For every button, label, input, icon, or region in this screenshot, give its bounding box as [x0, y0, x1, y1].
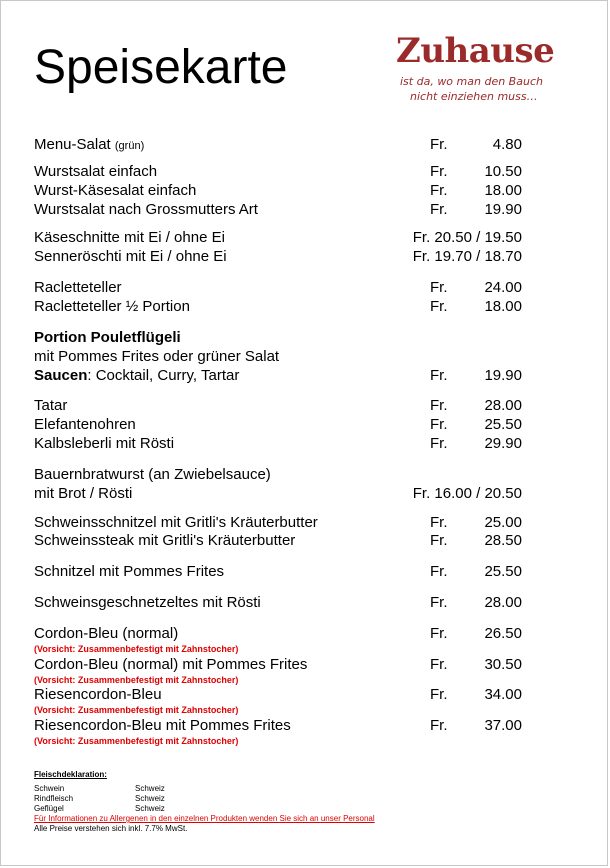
menu-item-row: [34, 434, 524, 454]
meat-type: Rindfleisch: [34, 794, 74, 803]
menu-item-row: [34, 228, 524, 248]
menu-item-name: Racletteteller: [34, 279, 122, 296]
menu-item-name: Wurstsalat einfach: [34, 163, 158, 180]
menu-item-price-pair: Fr. 20.50 / 19.50: [412, 229, 522, 246]
menu-item-name: Cordon-Bleu (normal) mit Pommes Frites: [34, 656, 308, 673]
menu-item-price-pair: Fr. 16.00 / 20.50: [412, 485, 522, 502]
menu-item-row: [34, 593, 524, 613]
menu-item-price: 28.50: [484, 532, 522, 549]
currency-label: Fr.: [430, 563, 448, 580]
currency-label: Fr.: [430, 136, 448, 153]
footer-notes: [34, 770, 375, 834]
menu-item-name: Wurstsalat nach Grossmutters Art: [34, 201, 258, 218]
menu-item-price: 34.00: [484, 686, 522, 703]
menu-item-name: Saucen: Cocktail, Curry, Tartar: [34, 367, 240, 384]
menu-item-name: Kalbsleberli mit Rösti: [34, 435, 175, 452]
menu-item-row: [34, 278, 524, 298]
currency-label: Fr.: [430, 163, 448, 180]
menu-item-price: 26.50: [484, 625, 522, 642]
menu-item-row: [34, 465, 524, 485]
menu-item-name: Riesencordon-Bleu mit Pommes Frites: [34, 717, 291, 734]
meat-origin: Schweiz: [135, 784, 165, 793]
menu-item-row: [34, 562, 524, 582]
toothpick-warning: (Vorsicht: Zusammenbefestigt mit Zahnstocher): [34, 644, 239, 654]
menu-item-row: [34, 396, 524, 416]
meat-declaration-heading: Fleischdeklaration:: [34, 770, 107, 779]
currency-label: Fr.: [430, 201, 448, 218]
menu-item-row: [34, 347, 524, 367]
menu-item-price: 28.00: [484, 397, 522, 414]
menu-item-price: 29.90: [484, 435, 522, 452]
menu-item-row: [34, 162, 524, 182]
menu-item-price: 25.50: [484, 416, 522, 433]
currency-label: Fr.: [430, 367, 448, 384]
currency-label: Fr.: [430, 279, 448, 296]
menu-item-row: [34, 484, 524, 504]
meat-type: Geflügel: [34, 804, 64, 813]
menu-item-price: 18.00: [484, 298, 522, 315]
menu-item-price: 18.00: [484, 182, 522, 199]
menu-item-row: [34, 716, 524, 736]
menu-item-price: 10.50: [484, 163, 522, 180]
menu-item-price: 37.00: [484, 717, 522, 734]
meat-origin: Schweiz: [135, 804, 165, 813]
currency-label: Fr.: [430, 717, 448, 734]
currency-label: Fr.: [430, 656, 448, 673]
menu-item-row: [34, 366, 524, 386]
menu-item-name: mit Brot / Rösti: [34, 485, 133, 502]
logo-tagline-1: ist da, wo man den Bauch: [400, 75, 543, 88]
menu-item-name: Menu-Salat (grün): [34, 136, 145, 153]
menu-item-row: [34, 415, 524, 435]
menu-item-name: Tatar: [34, 397, 68, 414]
allergen-note: Für Informationen zu Allergenen in den einzelnen Produkten wenden Sie sich an unser Personal: [34, 814, 375, 823]
menu-item-name: mit Pommes Frites oder grüner Salat: [34, 348, 280, 365]
menu-item-name: Schweinssteak mit Gritli's Kräuterbutter: [34, 532, 296, 549]
meat-row: [34, 794, 375, 804]
menu-item-row: [34, 513, 524, 533]
menu-item-name: Schweinsgeschnetzeltes mit Rösti: [34, 594, 261, 611]
menu-item-row: [34, 200, 524, 220]
menu-item-name: Elefantenohren: [34, 416, 136, 433]
restaurant-logo: [392, 30, 562, 114]
currency-label: Fr.: [430, 625, 448, 642]
menu-item-row: [34, 328, 524, 348]
menu-item-price-pair: Fr. 19.70 / 18.70: [412, 248, 522, 265]
toothpick-warning: (Vorsicht: Zusammenbefestigt mit Zahnstocher): [34, 705, 239, 715]
meat-type: Schwein: [34, 784, 65, 793]
menu-item-name: Senneröschti mit Ei / ohne Ei: [34, 248, 227, 265]
menu-item-name: Riesencordon-Bleu: [34, 686, 162, 703]
currency-label: Fr.: [430, 298, 448, 315]
currency-label: Fr.: [430, 514, 448, 531]
menu-item-price: 25.00: [484, 514, 522, 531]
menu-item-price: 4.80: [492, 136, 522, 153]
menu-item-price: 28.00: [484, 594, 522, 611]
page-title: Speisekarte: [34, 41, 288, 94]
menu-item-row: [34, 181, 524, 201]
currency-label: Fr.: [430, 182, 448, 199]
menu-item-note: (grün): [114, 140, 145, 152]
currency-label: Fr.: [430, 594, 448, 611]
menu-item-price: 25.50: [484, 563, 522, 580]
currency-label: Fr.: [430, 532, 448, 549]
menu-item-name: Cordon-Bleu (normal): [34, 625, 179, 642]
vat-note: Alle Preise verstehen sich inkl. 7.7% MwSt.: [34, 824, 188, 833]
menu-item-row: [34, 135, 524, 155]
menu-item-name: Käseschnitte mit Ei / ohne Ei: [34, 229, 225, 246]
menu-item-name: Wurst-Käsesalat einfach: [34, 182, 197, 199]
menu-item-row: [34, 297, 524, 317]
logo-tagline-2: nicht einziehen muss…: [410, 90, 538, 103]
menu-item-name: Bauernbratwurst (an Zwiebelsauce): [34, 466, 271, 483]
menu-item-row: [34, 531, 524, 551]
logo-name: Zuhause: [396, 31, 555, 71]
toothpick-warning: (Vorsicht: Zusammenbefestigt mit Zahnstocher): [34, 675, 239, 685]
menu-item-row: [34, 655, 524, 675]
menu-item-price: 19.90: [484, 201, 522, 218]
menu-item-row: [34, 685, 524, 705]
meat-row: [34, 804, 375, 814]
menu-item-name: Schweinsschnitzel mit Gritli's Kräuterbutter: [34, 514, 318, 531]
meat-row: [34, 784, 375, 794]
currency-label: Fr.: [430, 435, 448, 452]
menu-item-price: 24.00: [484, 279, 522, 296]
meat-origin: Schweiz: [135, 794, 165, 803]
menu-item-name: Racletteteller ½ Portion: [34, 298, 190, 315]
menu-item-row: [34, 247, 524, 267]
menu-item-name: Portion Pouletflügeli: [34, 329, 181, 346]
menu-item-price: 19.90: [484, 367, 522, 384]
currency-label: Fr.: [430, 416, 448, 433]
currency-label: Fr.: [430, 397, 448, 414]
menu-item-name: Schnitzel mit Pommes Frites: [34, 563, 225, 580]
currency-label: Fr.: [430, 686, 448, 703]
toothpick-warning: (Vorsicht: Zusammenbefestigt mit Zahnstocher): [34, 736, 239, 746]
menu-item-row: [34, 624, 524, 644]
menu-item-price: 30.50: [484, 656, 522, 673]
